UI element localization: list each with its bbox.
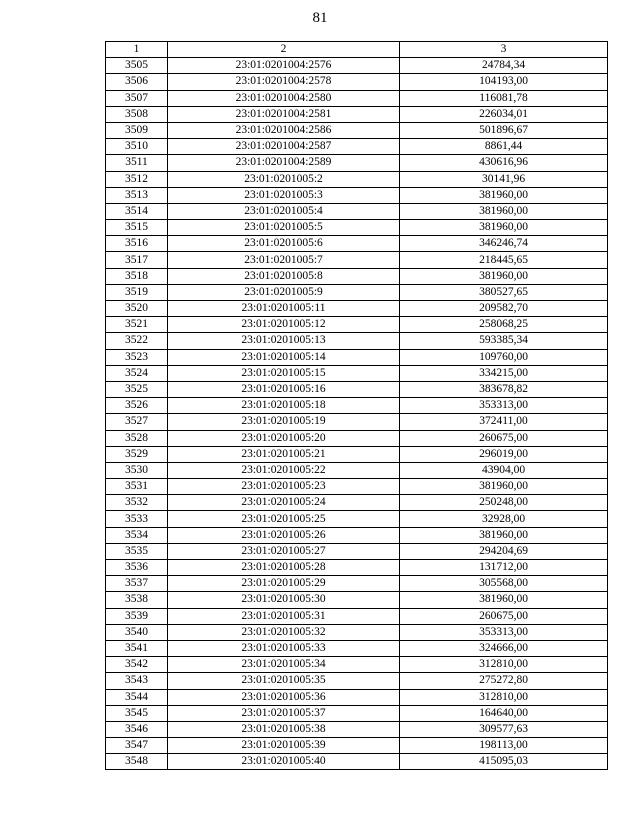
value-cell: 226034,01 <box>400 106 608 122</box>
table-row <box>106 462 608 478</box>
row-number-cell: 3532 <box>106 495 168 511</box>
table-row <box>106 543 608 559</box>
row-number-cell: 3535 <box>106 543 168 559</box>
cadastral-number-cell: 23:01:0201005:30 <box>168 592 400 608</box>
value-cell: 381960,00 <box>400 592 608 608</box>
cadastral-number-cell: 23:01:0201005:19 <box>168 414 400 430</box>
table-row <box>106 495 608 511</box>
table-row <box>106 203 608 219</box>
value-cell: 296019,00 <box>400 446 608 462</box>
row-number-cell: 3527 <box>106 414 168 430</box>
value-cell: 309577,63 <box>400 721 608 737</box>
cadastral-number-cell: 23:01:0201005:11 <box>168 301 400 317</box>
row-number-cell: 3526 <box>106 398 168 414</box>
row-number-cell: 3547 <box>106 738 168 754</box>
value-cell: 258068,25 <box>400 317 608 333</box>
value-cell: 131712,00 <box>400 560 608 576</box>
cadastral-number-cell: 23:01:0201005:31 <box>168 608 400 624</box>
row-number-cell: 3523 <box>106 349 168 365</box>
column-header-cadastral-number: 2 <box>168 42 400 58</box>
value-cell: 116081,78 <box>400 90 608 106</box>
cadastral-number-cell: 23:01:0201005:7 <box>168 252 400 268</box>
table-row <box>106 511 608 527</box>
table-row <box>106 592 608 608</box>
table-row <box>106 689 608 705</box>
value-cell: 501896,67 <box>400 122 608 138</box>
row-number-cell: 3522 <box>106 333 168 349</box>
cadastral-number-cell: 23:01:0201005:26 <box>168 527 400 543</box>
row-number-cell: 3546 <box>106 721 168 737</box>
table-row <box>106 301 608 317</box>
value-cell: 593385,34 <box>400 333 608 349</box>
column-header-value: 3 <box>400 42 608 58</box>
value-cell: 109760,00 <box>400 349 608 365</box>
row-number-cell: 3521 <box>106 317 168 333</box>
row-number-cell: 3545 <box>106 705 168 721</box>
table-row <box>106 236 608 252</box>
value-cell: 30141,96 <box>400 171 608 187</box>
value-cell: 260675,00 <box>400 430 608 446</box>
value-cell: 381960,00 <box>400 220 608 236</box>
row-number-cell: 3505 <box>106 58 168 74</box>
cadastral-number-cell: 23:01:0201005:22 <box>168 462 400 478</box>
table-row <box>106 398 608 414</box>
cadastral-number-cell: 23:01:0201004:2587 <box>168 139 400 155</box>
row-number-cell: 3506 <box>106 74 168 90</box>
table-row <box>106 721 608 737</box>
row-number-cell: 3538 <box>106 592 168 608</box>
table-row <box>106 608 608 624</box>
table-row <box>106 576 608 592</box>
cadastral-number-cell: 23:01:0201004:2581 <box>168 106 400 122</box>
cadastral-number-cell: 23:01:0201005:33 <box>168 640 400 656</box>
value-cell: 353313,00 <box>400 624 608 640</box>
cadastral-number-cell: 23:01:0201004:2589 <box>168 155 400 171</box>
table-row <box>106 414 608 430</box>
row-number-cell: 3513 <box>106 187 168 203</box>
value-cell: 32928,00 <box>400 511 608 527</box>
row-number-cell: 3509 <box>106 122 168 138</box>
cadastral-number-cell: 23:01:0201005:28 <box>168 560 400 576</box>
cadastral-number-cell: 23:01:0201005:6 <box>168 236 400 252</box>
cadastral-number-cell: 23:01:0201005:8 <box>168 268 400 284</box>
cadastral-number-cell: 23:01:0201004:2586 <box>168 122 400 138</box>
cadastral-number-cell: 23:01:0201005:37 <box>168 705 400 721</box>
cadastral-number-cell: 23:01:0201005:24 <box>168 495 400 511</box>
row-number-cell: 3543 <box>106 673 168 689</box>
value-cell: 383678,82 <box>400 381 608 397</box>
row-number-cell: 3544 <box>106 689 168 705</box>
row-number-cell: 3531 <box>106 479 168 495</box>
row-number-cell: 3524 <box>106 365 168 381</box>
cadastral-number-cell: 23:01:0201005:36 <box>168 689 400 705</box>
value-cell: 294204,69 <box>400 543 608 559</box>
value-cell: 430616,96 <box>400 155 608 171</box>
table-row <box>106 139 608 155</box>
row-number-cell: 3533 <box>106 511 168 527</box>
value-cell: 218445,65 <box>400 252 608 268</box>
value-cell: 275272,80 <box>400 673 608 689</box>
table-row <box>106 560 608 576</box>
row-number-cell: 3517 <box>106 252 168 268</box>
table-row <box>106 640 608 656</box>
cadastral-number-cell: 23:01:0201005:21 <box>168 446 400 462</box>
cadastral-number-cell: 23:01:0201005:32 <box>168 624 400 640</box>
table-row <box>106 220 608 236</box>
cadastral-number-cell: 23:01:0201004:2576 <box>168 58 400 74</box>
table-row <box>106 90 608 106</box>
row-number-cell: 3529 <box>106 446 168 462</box>
table-row <box>106 171 608 187</box>
cadastral-number-cell: 23:01:0201005:2 <box>168 171 400 187</box>
row-number-cell: 3530 <box>106 462 168 478</box>
value-cell: 250248,00 <box>400 495 608 511</box>
value-cell: 324666,00 <box>400 640 608 656</box>
row-number-cell: 3548 <box>106 754 168 770</box>
table-row <box>106 349 608 365</box>
table-row <box>106 527 608 543</box>
table-row <box>106 333 608 349</box>
cadastral-number-cell: 23:01:0201005:20 <box>168 430 400 446</box>
table-row <box>106 430 608 446</box>
row-number-cell: 3507 <box>106 90 168 106</box>
row-number-cell: 3512 <box>106 171 168 187</box>
row-number-cell: 3516 <box>106 236 168 252</box>
cadastral-number-cell: 23:01:0201005:35 <box>168 673 400 689</box>
cadastral-number-cell: 23:01:0201005:3 <box>168 187 400 203</box>
table-row <box>106 284 608 300</box>
value-cell: 353313,00 <box>400 398 608 414</box>
cadastral-number-cell: 23:01:0201005:23 <box>168 479 400 495</box>
value-cell: 334215,00 <box>400 365 608 381</box>
table-row <box>106 268 608 284</box>
table-row <box>106 365 608 381</box>
value-cell: 415095,03 <box>400 754 608 770</box>
row-number-cell: 3508 <box>106 106 168 122</box>
row-number-cell: 3514 <box>106 203 168 219</box>
row-number-cell: 3518 <box>106 268 168 284</box>
cadastral-number-cell: 23:01:0201005:25 <box>168 511 400 527</box>
value-cell: 164640,00 <box>400 705 608 721</box>
table-row <box>106 74 608 90</box>
table-row <box>106 187 608 203</box>
row-number-cell: 3537 <box>106 576 168 592</box>
row-number-cell: 3542 <box>106 657 168 673</box>
row-number-cell: 3510 <box>106 139 168 155</box>
row-number-cell: 3528 <box>106 430 168 446</box>
row-number-cell: 3534 <box>106 527 168 543</box>
row-number-cell: 3520 <box>106 301 168 317</box>
cadastral-number-cell: 23:01:0201005:16 <box>168 381 400 397</box>
value-cell: 260675,00 <box>400 608 608 624</box>
value-cell: 381960,00 <box>400 203 608 219</box>
table-row <box>106 317 608 333</box>
cadastral-number-cell: 23:01:0201005:15 <box>168 365 400 381</box>
table-row <box>106 673 608 689</box>
table-row <box>106 705 608 721</box>
row-number-cell: 3536 <box>106 560 168 576</box>
table-row <box>106 479 608 495</box>
value-cell: 380527,65 <box>400 284 608 300</box>
table-header-row <box>106 42 608 58</box>
value-cell: 312810,00 <box>400 657 608 673</box>
table-row <box>106 624 608 640</box>
table-row <box>106 58 608 74</box>
table-row <box>106 122 608 138</box>
row-number-cell: 3511 <box>106 155 168 171</box>
cadastral-number-cell: 23:01:0201005:9 <box>168 284 400 300</box>
value-cell: 381960,00 <box>400 187 608 203</box>
cadastral-number-cell: 23:01:0201005:18 <box>168 398 400 414</box>
cadastral-number-cell: 23:01:0201005:13 <box>168 333 400 349</box>
cadastral-number-cell: 23:01:0201005:4 <box>168 203 400 219</box>
cadastral-number-cell: 23:01:0201005:12 <box>168 317 400 333</box>
value-cell: 312810,00 <box>400 689 608 705</box>
table-row <box>106 252 608 268</box>
column-header-number: 1 <box>106 42 168 58</box>
value-cell: 24784,34 <box>400 58 608 74</box>
cadastral-number-cell: 23:01:0201004:2578 <box>168 74 400 90</box>
table-row <box>106 754 608 770</box>
cadastral-number-cell: 23:01:0201005:40 <box>168 754 400 770</box>
value-cell: 8861,44 <box>400 139 608 155</box>
value-cell: 209582,70 <box>400 301 608 317</box>
row-number-cell: 3539 <box>106 608 168 624</box>
row-number-cell: 3515 <box>106 220 168 236</box>
cadastral-number-cell: 23:01:0201005:29 <box>168 576 400 592</box>
row-number-cell: 3541 <box>106 640 168 656</box>
cadastral-table <box>105 41 608 770</box>
cadastral-number-cell: 23:01:0201004:2580 <box>168 90 400 106</box>
cadastral-number-cell: 23:01:0201005:39 <box>168 738 400 754</box>
table-row <box>106 657 608 673</box>
table-row <box>106 446 608 462</box>
value-cell: 381960,00 <box>400 479 608 495</box>
table-row <box>106 155 608 171</box>
value-cell: 372411,00 <box>400 414 608 430</box>
cadastral-number-cell: 23:01:0201005:38 <box>168 721 400 737</box>
cadastral-number-cell: 23:01:0201005:5 <box>168 220 400 236</box>
value-cell: 104193,00 <box>400 74 608 90</box>
page-number: 81 <box>312 10 328 26</box>
value-cell: 381960,00 <box>400 268 608 284</box>
cadastral-number-cell: 23:01:0201005:14 <box>168 349 400 365</box>
cadastral-number-cell: 23:01:0201005:27 <box>168 543 400 559</box>
value-cell: 198113,00 <box>400 738 608 754</box>
row-number-cell: 3519 <box>106 284 168 300</box>
table-row <box>106 738 608 754</box>
row-number-cell: 3540 <box>106 624 168 640</box>
value-cell: 43904,00 <box>400 462 608 478</box>
value-cell: 305568,00 <box>400 576 608 592</box>
cadastral-number-cell: 23:01:0201005:34 <box>168 657 400 673</box>
value-cell: 346246,74 <box>400 236 608 252</box>
value-cell: 381960,00 <box>400 527 608 543</box>
row-number-cell: 3525 <box>106 381 168 397</box>
table-row <box>106 381 608 397</box>
table-body <box>106 58 608 770</box>
table-row <box>106 106 608 122</box>
